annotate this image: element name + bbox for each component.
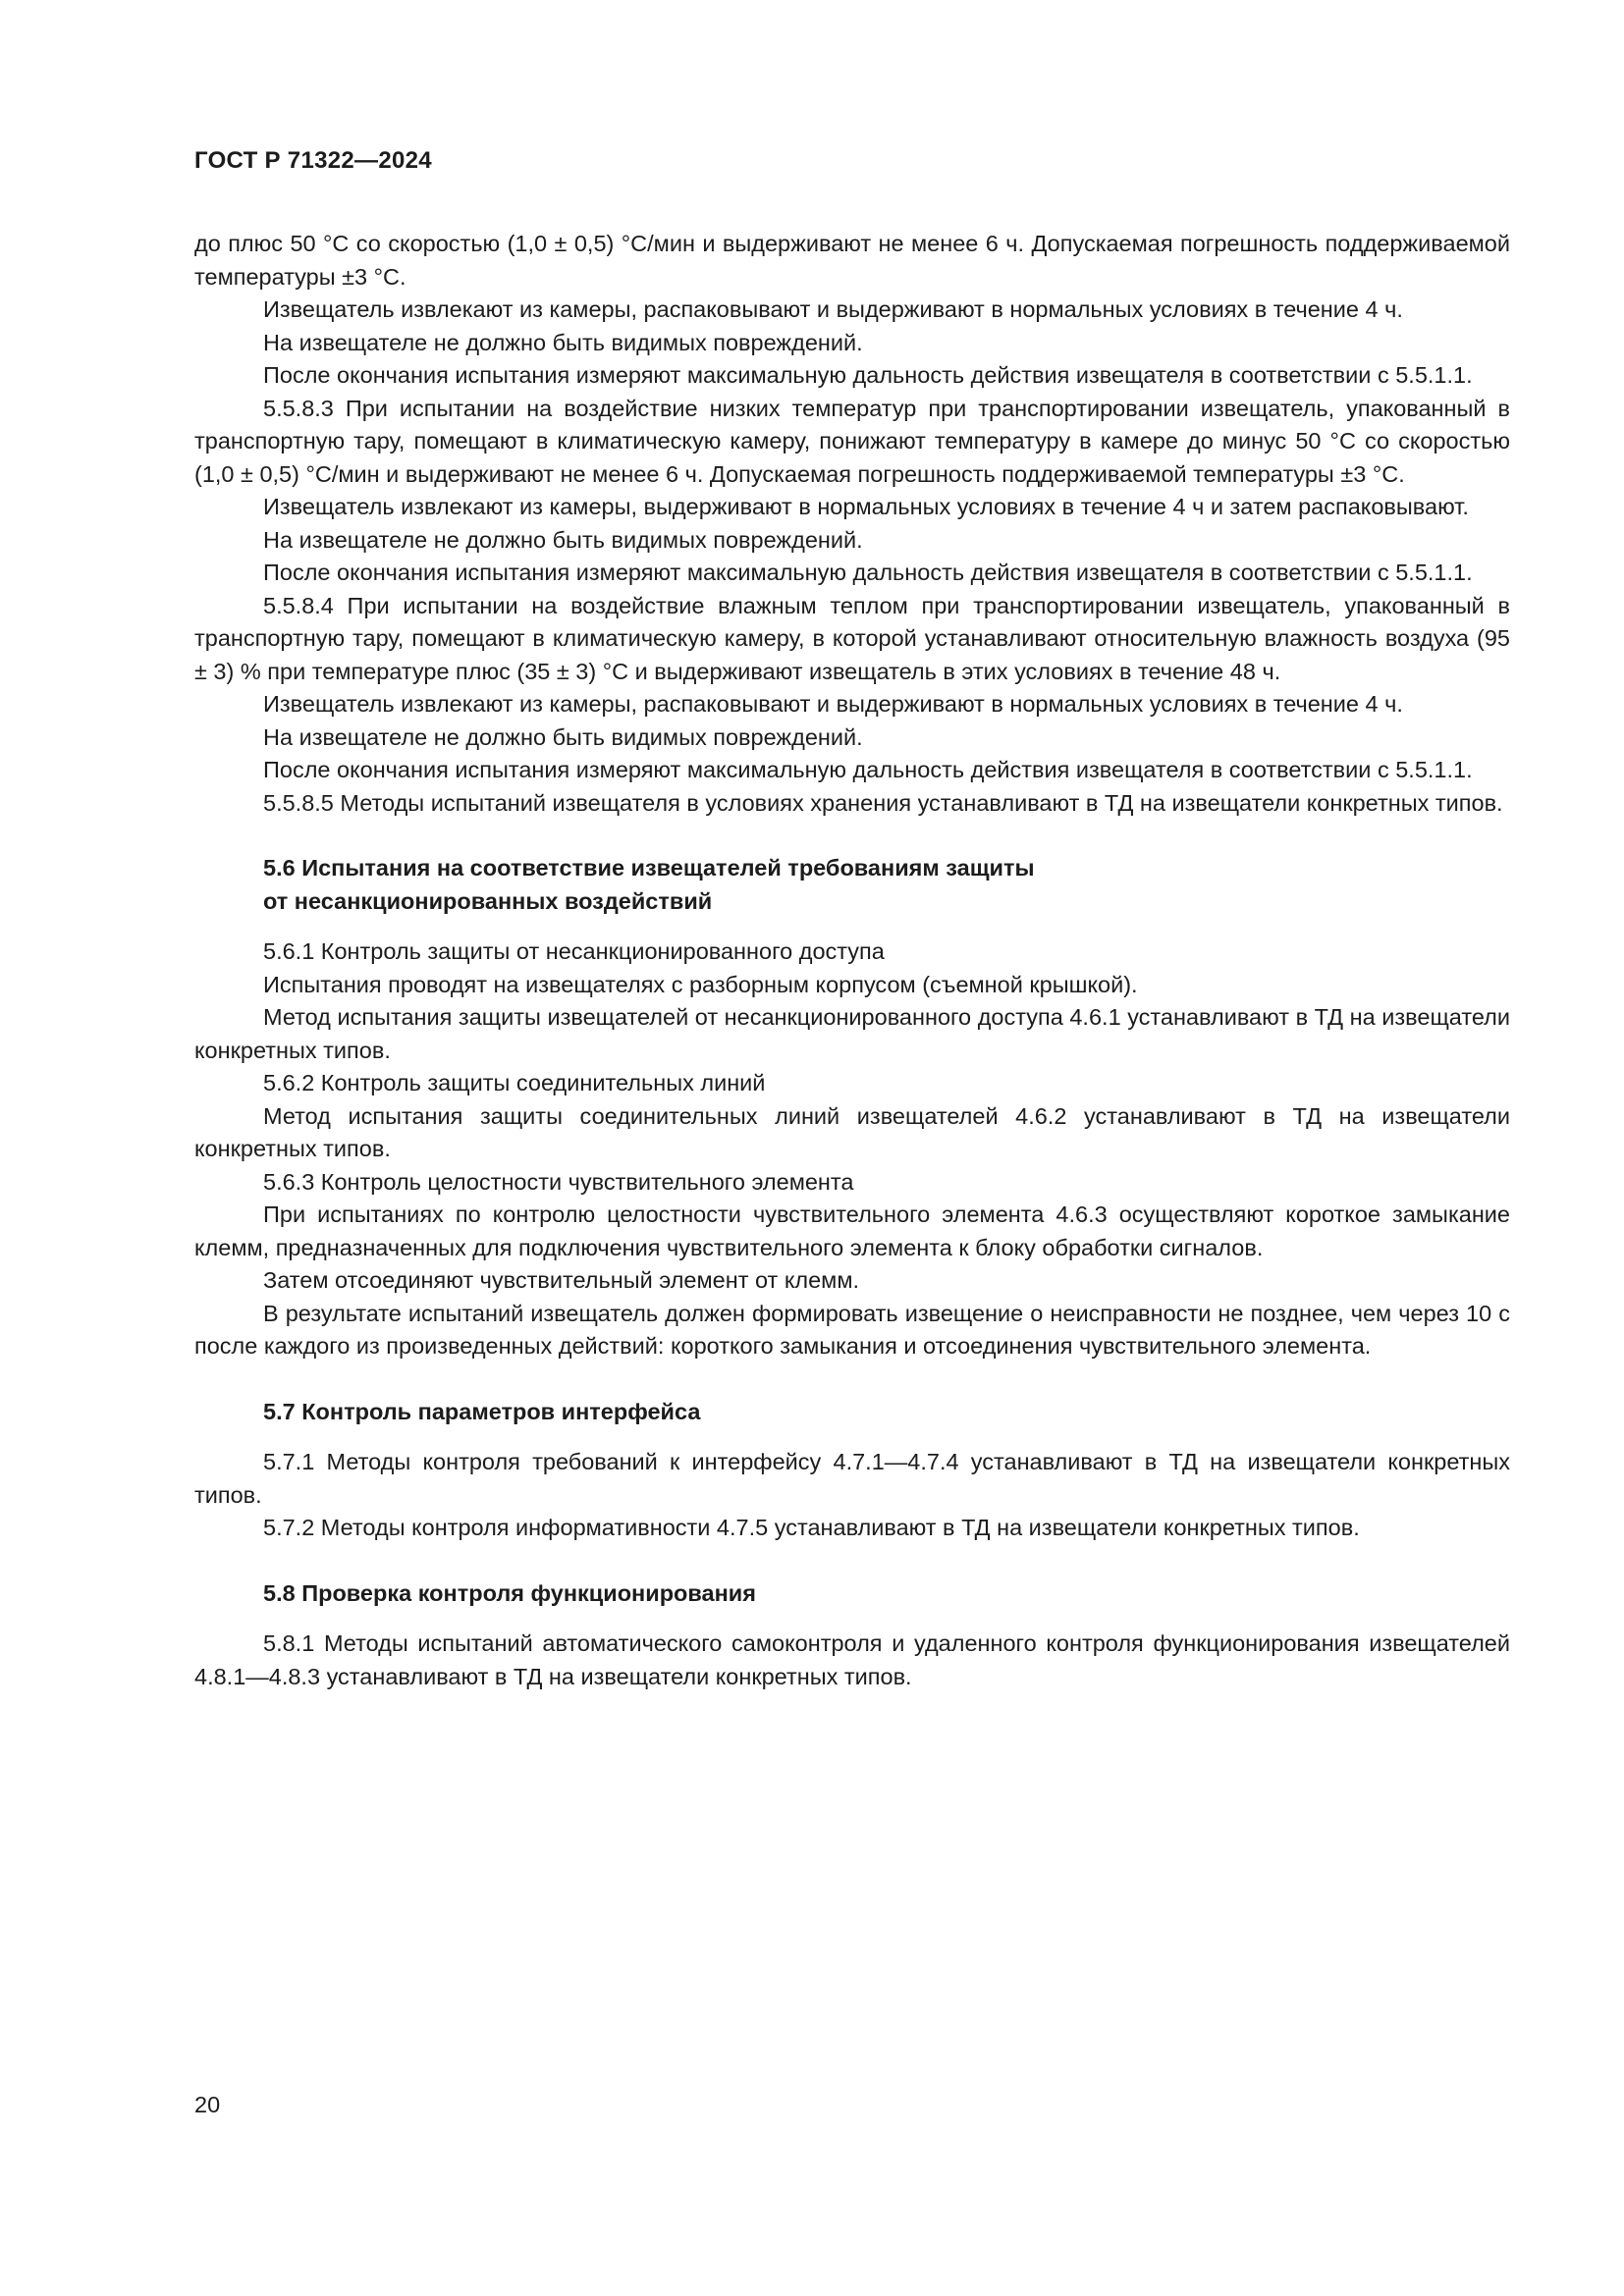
subsection-title-5-6-3: 5.6.3 Контроль целостности чувствительного элемента	[263, 1168, 854, 1195]
document-standard-id: ГОСТ Р 71322—2024	[194, 147, 432, 174]
paragraph: При испытаниях по контролю целостности чувствительного элемента 4.6.3 осуществляют короткое замыкание клемм, предназначенных для подключения чувствительного элемента к блоку обработки сигналов.	[194, 1201, 1510, 1260]
section-heading-5-7: 5.7 Контроль параметров интерфейса	[263, 1398, 701, 1424]
section-heading-5-6	[194, 852, 1510, 918]
paragraph: Испытания проводят на извещателях с разборным корпусом (съемной крышкой).	[263, 971, 1138, 997]
paragraph: Извещатель извлекают из камеры, выдерживают в нормальных условиях в течение 4 ч и затем распаковывают.	[263, 494, 1469, 519]
section-heading-5-6-line-2: от несанкционированных воздействий	[263, 887, 713, 914]
paragraph: Метод испытания защиты извещателей от несанкционированного доступа 4.6.1 устанавливают в ТД на извещатели конкретных типов.	[194, 1004, 1510, 1063]
spacer	[194, 1428, 1510, 1446]
section-heading-5-8: 5.8 Проверка контроля функционирования	[263, 1579, 756, 1606]
page-number: 20	[194, 2092, 221, 2117]
document-page	[194, 145, 1510, 1693]
paragraph-5-8-1: 5.8.1 Методы испытаний автоматического самоконтроля и удаленного контроля функционирования извещателей 4.8.1—4.8.3 устанавливают в ТД на извещатели конкретных типов.	[194, 1630, 1510, 1689]
spacer	[194, 1610, 1510, 1628]
paragraph: Извещатель извлекают из камеры, распаковывают и выдерживают в нормальных условиях в течение 4 ч.	[263, 296, 1403, 322]
paragraph: до плюс 50 °С со скоростью (1,0 ± 0,5) °С/мин и выдерживают не менее 6 ч. Допускаемая погрешность поддерживаемой температуры ±3 °С.	[194, 231, 1510, 290]
paragraph: На извещателе не должно быть видимых повреждений.	[263, 526, 863, 553]
paragraph-5-7-1: 5.7.1 Методы контроля требований к интерфейсу 4.7.1—4.7.4 устанавливают в ТД на извещатели конкретных типов.	[194, 1449, 1510, 1508]
paragraph: В результате испытаний извещатель должен формировать извещение о неисправности не позднее, чем через 10 с после каждого из произведенных действий: короткого замыкания и отсоединения чувствительного элемента.	[194, 1300, 1510, 1359]
paragraph: На извещателе не должно быть видимых повреждений.	[263, 723, 863, 750]
paragraph: После окончания испытания измеряют максимальную дальность действия извещателя в соответствии с 5.5.1.1.	[263, 560, 1473, 585]
section-heading-5-6-line-1: 5.6 Испытания на соответствие извещателей требованиям защиты	[263, 855, 1035, 881]
subsection-title-5-6-1: 5.6.1 Контроль защиты от несанкционированного доступа	[263, 938, 885, 964]
spacer	[194, 918, 1510, 935]
paragraph: После окончания испытания измеряют максимальную дальность действия извещателя в соответствии с 5.5.1.1.	[263, 757, 1473, 782]
paragraph-5-5-8-5: 5.5.8.5 Методы испытаний извещателя в условиях хранения устанавливают в ТД на извещатели конкретных типов.	[263, 789, 1503, 816]
spacer	[194, 820, 1510, 852]
paragraph: После окончания испытания измеряют максимальную дальность действия извещателя в соответствии с 5.5.1.1.	[263, 362, 1473, 388]
document-body	[194, 228, 1510, 1693]
paragraph-5-5-8-4: 5.5.8.4 При испытании на воздействие влажным теплом при транспортировании извещатель, упакованный в транспортную тару, помещают в климатическую камеру, в которой устанавливают относительную влажность воздуха (95 ± 3) % при температуре плюс (35 ± 3) °С и выдерживают извещатель в этих условиях в течение 48 ч.	[194, 592, 1510, 684]
paragraph: Метод испытания защиты соединительных линий извещателей 4.6.2 устанавливают в ТД на извещатели конкретных типов.	[194, 1102, 1510, 1161]
paragraph: На извещателе не должно быть видимых повреждений.	[263, 329, 863, 355]
paragraph-5-5-8-3: 5.5.8.3 При испытании на воздействие низких температур при транспортировании извещатель, упакованный в транспортную тару, помещают в климатическую камеру, понижают температуру в камере до минус 50 °С со скоростью (1,0 ± 0,5) °С/мин и выдерживают не менее 6 ч. Допускаемая погрешность поддерживаемой температуры ±3 °С.	[194, 395, 1510, 487]
subsection-title-5-6-2: 5.6.2 Контроль защиты соединительных линий	[263, 1070, 766, 1095]
spacer	[194, 1363, 1510, 1396]
paragraph-5-7-2: 5.7.2 Методы контроля информативности 4.7.5 устанавливают в ТД на извещатели конкретных типов.	[263, 1515, 1360, 1540]
paragraph: Извещатель извлекают из камеры, распаковывают и выдерживают в нормальных условиях в течение 4 ч.	[263, 691, 1403, 717]
paragraph: Затем отсоединяют чувствительный элемент от клемм.	[263, 1267, 860, 1293]
spacer	[194, 1545, 1510, 1577]
